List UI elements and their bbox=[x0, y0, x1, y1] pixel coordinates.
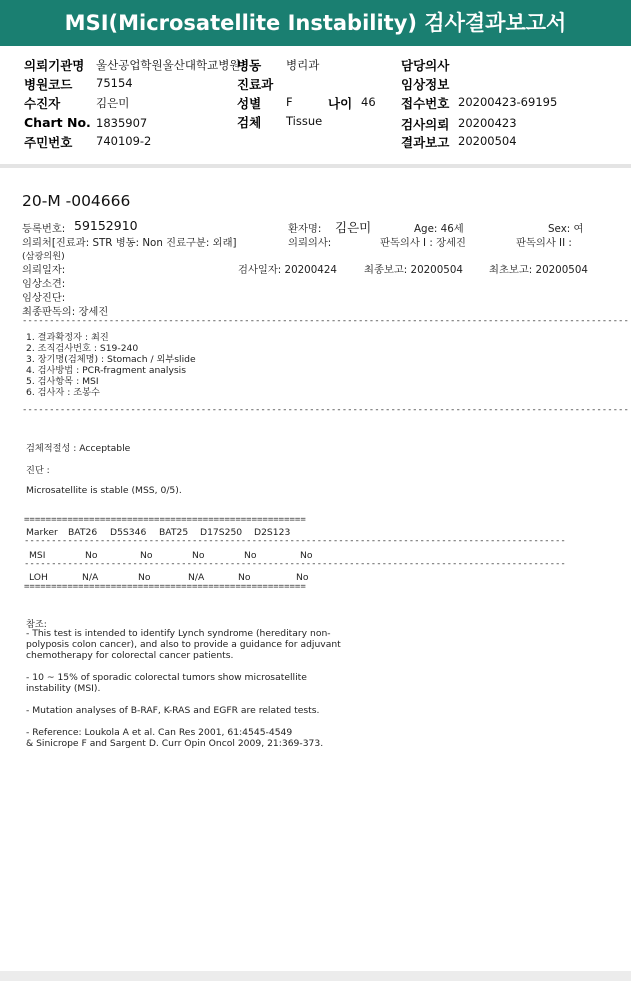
reading-doctor-1: 판독의사 I : 장세진 bbox=[380, 237, 466, 249]
value-age: 46 bbox=[361, 95, 376, 109]
value-sex: F bbox=[286, 95, 293, 109]
info-item: 6. 검사자 : 조봉수 bbox=[26, 387, 100, 398]
dashed-rule: ---------------------------------------------------------------------------------------------------------------- bbox=[22, 405, 629, 415]
note-line: - Reference: Loukola A et al. Can Res 2001, 61:4545-4549 bbox=[26, 727, 293, 738]
value-chart-no: 1835907 bbox=[96, 116, 148, 130]
value-specimen: Tissue bbox=[286, 114, 323, 128]
value-hospital-code: 75154 bbox=[96, 76, 133, 90]
notes-title: 참조: bbox=[26, 619, 47, 630]
note-line: - This test is intended to identify Lynch syndrome (hereditary non- bbox=[26, 628, 331, 639]
info-item: 4. 검사방법 : PCR-fragment analysis bbox=[26, 365, 187, 376]
note-line: polyposis colon cancer), and also to provide a guidance for adjuvant bbox=[26, 639, 341, 650]
table-cell: No bbox=[244, 550, 257, 561]
note-line: instability (MSI). bbox=[26, 683, 101, 694]
clinical-diagnosis: 임상진단: bbox=[22, 292, 66, 304]
table-cell: No bbox=[300, 550, 313, 561]
table-cell: No bbox=[238, 572, 251, 583]
label-resident-no: 주민번호 bbox=[24, 135, 73, 150]
label-receipt-no: 접수번호 bbox=[401, 96, 450, 111]
table-cell: N/A bbox=[188, 572, 205, 583]
patient-age: Age: 46세 bbox=[414, 223, 464, 235]
report-document bbox=[2, 168, 631, 971]
note-line: & Sinicrope F and Sargent D. Curr Opin Oncol 2009, 21:369-373. bbox=[26, 738, 324, 749]
table-header-cell: BAT26 bbox=[68, 527, 98, 538]
patient-label: 환자명: bbox=[288, 223, 322, 235]
case-number: 20-M -004666 bbox=[22, 192, 131, 210]
table-cell: No bbox=[296, 572, 309, 583]
exam-date: 검사일자: 20200424 bbox=[238, 264, 337, 276]
table-header-cell: Marker bbox=[26, 527, 58, 538]
label-request-date: 검사의뢰 bbox=[401, 117, 450, 132]
label-clinical-info: 임상정보 bbox=[401, 77, 450, 92]
value-institution: 울산공업학원울산대학교병원 bbox=[96, 58, 241, 72]
table-cell: No bbox=[140, 550, 153, 561]
table-rule: ==================================================== bbox=[24, 515, 306, 525]
table-rule: ---------------------------------------------------------------------------------------------------- bbox=[24, 536, 566, 546]
table-header-cell: D17S250 bbox=[200, 527, 243, 538]
table-rule: ---------------------------------------------------------------------------------------------------- bbox=[24, 559, 566, 569]
table-rule: ==================================================== bbox=[24, 582, 306, 592]
patient-sex: Sex: 여 bbox=[548, 223, 584, 235]
reg-number: 59152910 bbox=[74, 218, 138, 233]
table-header-cell: D5S346 bbox=[110, 527, 147, 538]
table-cell: N/A bbox=[82, 572, 99, 583]
value-resident-no: 740109-2 bbox=[96, 134, 152, 148]
note-line: - 10 ~ 15% of sporadic colorectal tumors show microsatellite bbox=[26, 672, 307, 683]
value-patient: 김은미 bbox=[96, 96, 130, 110]
value-request-date: 20200423 bbox=[458, 116, 517, 130]
referring-doctor: 의뢰의사: bbox=[288, 237, 332, 249]
bottom-margin bbox=[0, 971, 631, 981]
referral-info: 의뢰처[진료과: STR 병동: Non 진료구분: 외래] bbox=[22, 237, 237, 249]
note-line: - Mutation analyses of B-RAF, K-RAS and EGFR are related tests. bbox=[26, 705, 320, 716]
table-row-label: LOH bbox=[29, 572, 48, 583]
label-sex: 성별 bbox=[237, 96, 262, 111]
label-age: 나이 bbox=[328, 96, 353, 111]
label-doctor: 담당의사 bbox=[401, 58, 450, 73]
info-item: 5. 검사항목 : MSI bbox=[26, 376, 99, 387]
info-item: 2. 조직검사번호 : S19-240 bbox=[26, 343, 139, 354]
first-report-date: 최초보고: 20200504 bbox=[489, 264, 588, 276]
table-header-cell: BAT25 bbox=[159, 527, 189, 538]
value-ward: 병리과 bbox=[286, 58, 320, 72]
final-reader: 최종판독의: 장세진 bbox=[22, 306, 109, 318]
info-item: 3. 장기명(검체명) : Stomach / 외부slide bbox=[26, 354, 196, 365]
request-date: 의뢰일자: bbox=[22, 264, 66, 276]
label-chart-no: Chart No. bbox=[24, 115, 91, 130]
label-report-date: 결과보고 bbox=[401, 135, 450, 150]
reading-doctor-2: 판독의사 II : bbox=[516, 237, 572, 249]
value-receipt-no: 20200423-69195 bbox=[458, 95, 558, 109]
clinical-finding: 임상소견: bbox=[22, 278, 66, 290]
table-row-label: MSI bbox=[29, 550, 46, 561]
note-line: chemotherapy for colorectal cancer patients. bbox=[26, 650, 234, 661]
label-patient: 수진자 bbox=[24, 96, 61, 111]
report-header bbox=[0, 46, 631, 164]
label-hospital-code: 병원코드 bbox=[24, 77, 73, 92]
dashed-rule: ---------------------------------------------------------------------------------------------------------------- bbox=[22, 316, 629, 326]
specimen-adequacy: 검체적절성 : Acceptable bbox=[26, 443, 131, 454]
table-cell: No bbox=[85, 550, 98, 561]
label-ward: 병동 bbox=[237, 58, 262, 73]
info-item: 1. 결과확정자 : 최진 bbox=[26, 332, 109, 343]
table-header-cell: D2S123 bbox=[254, 527, 291, 538]
table-cell: No bbox=[192, 550, 205, 561]
reg-label: 등록번호: bbox=[22, 223, 66, 235]
table-cell: No bbox=[138, 572, 151, 583]
label-specimen: 검체 bbox=[237, 115, 262, 130]
diagnosis-text: Microsatellite is stable (MSS, 0/5). bbox=[26, 485, 182, 496]
label-institution: 의뢰기관명 bbox=[24, 58, 85, 73]
value-report-date: 20200504 bbox=[458, 134, 517, 148]
referral-hospital: (삼광의원) bbox=[22, 251, 65, 262]
final-report-date: 최종보고: 20200504 bbox=[364, 264, 463, 276]
label-department: 진료과 bbox=[237, 77, 274, 92]
patient-name: 김은미 bbox=[335, 220, 372, 235]
report-title: MSI(Microsatellite Instability) 검사결과보고서 bbox=[0, 0, 631, 46]
diagnosis-label: 진단 : bbox=[26, 465, 50, 476]
